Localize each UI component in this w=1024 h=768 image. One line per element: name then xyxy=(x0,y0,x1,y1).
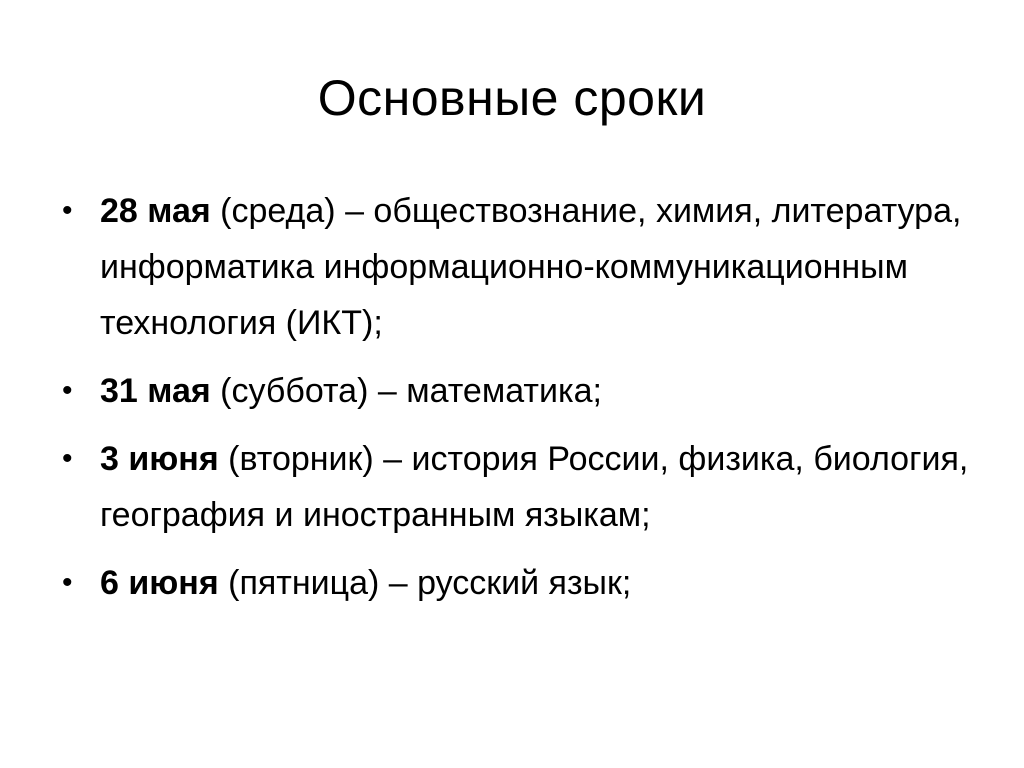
bullet-icon: • xyxy=(62,442,73,475)
list-item xyxy=(62,363,982,419)
item-text: (среда) – обществознание, химия, литература, информатика информационно-коммуникационным технология (ИКТ); xyxy=(100,192,962,342)
item-text: (вторник) – история России, физика, биология, география и иностранным языкам; xyxy=(100,440,969,534)
list-item xyxy=(62,431,982,543)
bullet-icon: • xyxy=(62,194,73,227)
deadline-list xyxy=(62,183,982,623)
bullet-icon: • xyxy=(62,566,73,599)
item-text: (суббота) – математика; xyxy=(210,372,602,410)
item-text: (пятница) – русский язык; xyxy=(218,564,632,602)
item-date: 3 июня xyxy=(100,440,219,478)
slide-title: Основные сроки xyxy=(317,70,707,126)
list-item xyxy=(62,555,982,611)
item-date: 28 мая xyxy=(100,192,211,230)
list-item xyxy=(62,183,982,351)
item-date: 6 июня xyxy=(100,564,219,602)
item-date: 31 мая xyxy=(100,372,211,410)
bullet-icon: • xyxy=(62,374,73,407)
